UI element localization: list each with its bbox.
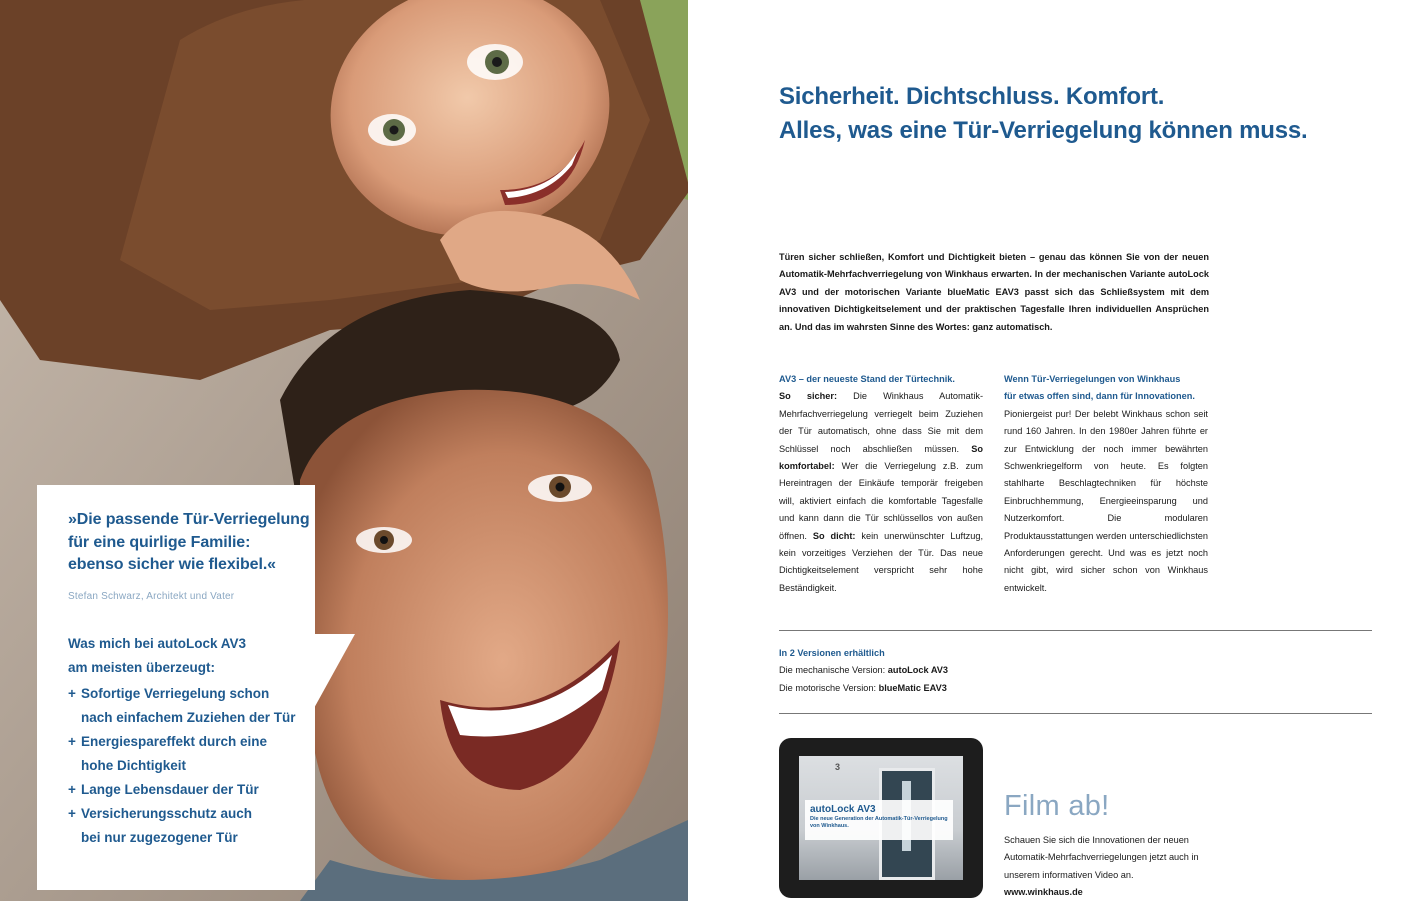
column-right-title-1: Wenn Tür-Verriegelungen von Winkhaus — [1004, 374, 1181, 384]
benefits-heading — [68, 632, 315, 680]
speech-bubble-pointer — [313, 634, 358, 714]
version-mechanical — [779, 662, 1179, 679]
headline-line: Sicherheit. Dichtschluss. Komfort. — [779, 83, 1165, 110]
house-number: 3 — [835, 762, 841, 772]
film-text-block — [1004, 832, 1224, 901]
benefit-item — [68, 778, 315, 802]
benefit-line: hohe Dichtigkeit — [81, 757, 187, 773]
column-left-title: AV3 – der neueste Stand der Türtechnik. — [779, 374, 955, 384]
versions-block — [779, 645, 1179, 697]
column-left — [779, 371, 983, 597]
benefit-line: bei nur zugezogener Tür — [81, 829, 238, 845]
film-description: Schauen Sie sich die Innovationen der neuen Automatik-Mehrfachverriegelungen jetzt auch in unserem informativen Video an. — [1004, 835, 1199, 880]
benefit-line: + Sofortige Verriegelung schon — [81, 685, 270, 701]
film-title: Film ab! — [1004, 790, 1110, 822]
text-secure: Die Winkhaus Automatik-Mehrfachverriegelung verriegelt beim Zuziehen der Tür automatisch, ohne dass Sie mit dem Schlüssel noch abschließen müssen. — [779, 391, 984, 454]
column-left-body — [779, 388, 983, 597]
divider-top — [779, 630, 1372, 631]
divider-bottom — [779, 713, 1372, 714]
intro-paragraph: Türen sicher schließen, Komfort und Dichtigkeit bieten – genau das können Sie von der neuen Automatik-Mehrfachverriegelung von Winkhaus erwarten. In der mechanischen Variante autoLock AV3 und der motorischen Variante blueMatic EAV3 passt sich das Schließsystem mit dem innovativen Dichtigkeitselement und der praktischen Tagesfalle Ihren individuellen Ansprüchen an. Und das im wahrsten Sinne des Wortes: ganz automatisch. — [779, 252, 1209, 332]
version-value: blueMatic EAV3 — [878, 682, 947, 693]
benefit-line: + Lange Lebensdauer der Tür — [81, 781, 259, 797]
version-label: Die motorische Version: — [779, 682, 879, 693]
column-right-title-2: für etwas offen sind, dann für Innovationen. — [1004, 391, 1195, 402]
column-right-body: Pioniergeist pur! Der belebt Winkhaus schon seit rund 160 Jahren. In den 1980er Jahren führte er zur Entwicklung der noch immer bewährten Schwenkriegelform von heute. Es folgten stahlharte Beschlagtechniken für höchste Einbruchhemmung, Energieeinsparung und Nutzerkomfort. Die modularen Produktausstattungen werden unterschiedlichsten Anforderungen gerecht. Und was es jetzt noch nicht gibt, wird sicher schon von Winkhaus entwickelt. — [1004, 408, 1208, 593]
column-right — [1004, 371, 1208, 597]
text-tight: kein unerwünschter Luftzug, kein vorzeitiges Verziehen der Tür. Das neue Dichtigkeitselement verspricht sehr hohe Beständigkeit. — [779, 530, 984, 593]
version-value: autoLock AV3 — [887, 665, 949, 676]
quote-author: Stefan Schwarz, Architekt und Vater — [68, 590, 235, 602]
benefit-line: + Energiespareffekt durch eine — [81, 733, 268, 749]
quote-line: ebenso sicher wie flexibel.« — [68, 556, 276, 573]
tablet-screen[interactable] — [799, 756, 963, 880]
text-comfortable: Wer die Verriegelung z.B. zum Hereintragen der Einkäufe temporär freigeben will, aktiviert einfach die komfortable Tagesfalle und kann dann die Tür schlüssellos von außen öffnen. — [779, 461, 983, 541]
quote-line: »Die passende Tür-Verriegelung — [68, 511, 310, 528]
video-title: autoLock AV3 — [810, 804, 876, 815]
benefit-item — [68, 802, 315, 850]
label-comfortable: So komfortabel: — [779, 443, 983, 472]
version-motorized — [779, 680, 1179, 697]
label-secure: So sicher: — [779, 391, 838, 402]
benefits-heading-line: am meisten überzeugt: — [68, 659, 216, 675]
tablet-video-preview[interactable] — [779, 738, 983, 898]
benefits-heading-line: Was mich bei autoLock AV3 — [68, 635, 247, 651]
quote-line: für eine quirlige Familie: — [68, 533, 251, 551]
testimonial-quote — [68, 509, 315, 577]
label-tight: So dicht: — [812, 530, 856, 541]
versions-title: In 2 Versionen erhältlich — [779, 648, 885, 658]
video-caption — [805, 800, 953, 840]
benefit-line: + Versicherungsschutz auch — [81, 805, 253, 821]
website-link[interactable]: www.winkhaus.de — [1004, 887, 1083, 898]
benefit-item — [68, 682, 315, 730]
headline-line: Alles, was eine Tür-Verriegelung können muss. — [779, 117, 1308, 144]
quote-box — [37, 485, 315, 890]
page-headline — [779, 80, 1379, 148]
benefit-item — [68, 730, 315, 778]
version-label: Die mechanische Version: — [779, 665, 888, 676]
benefits-list — [68, 682, 315, 850]
family-photo — [0, 0, 688, 901]
benefit-line: nach einfachem Zuziehen der Tür — [81, 709, 296, 725]
video-subtitle: Die neue Generation der Automatik-Tür-Verriegelung von Winkhaus. — [810, 816, 948, 829]
